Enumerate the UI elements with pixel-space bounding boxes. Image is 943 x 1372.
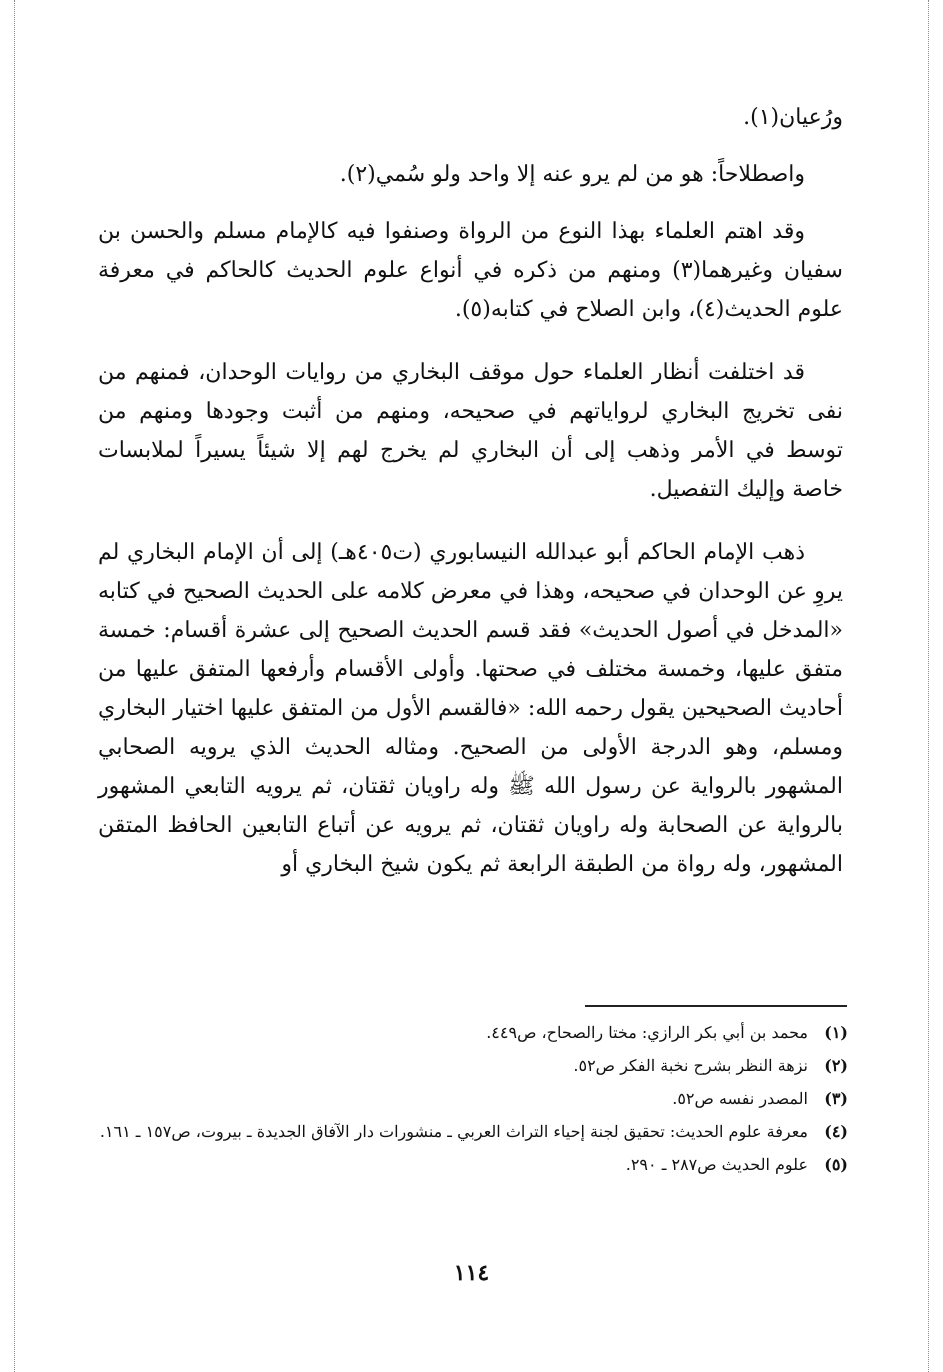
footnote-text: معرفة علوم الحديث: تحقيق لجنة إحياء التراث العربي ـ منشورات دار الآفاق الجديدة ـ بيروت، ص١٥٧ ـ ١٦١. xyxy=(99,1122,808,1141)
page-number: ١١٤ xyxy=(453,1260,490,1286)
footnote-number: (٢) xyxy=(824,1056,848,1075)
footnote-2 xyxy=(98,1051,848,1081)
paragraph-4: قد اختلفت أنظار العلماء حول موقف البخاري من روايات الوحدان، فمنهم من نفى تخريج البخاري لرواياتهم في صحيحه، ومنهم من أثبت وجودها ومنهم من توسط في الأمر وذهب إلى أن البخاري لم يخرج لهم إلا شيئاً يسيراً لملابسات خاصة وإليك التفصيل. xyxy=(98,360,843,502)
paragraph-2: واصطلاحاً: هو من لم يرو عنه إلا واحد ولو سُمي(٢). xyxy=(339,162,805,187)
paragraph-5: ذهب الإمام الحاكم أبو عبدالله النيسابوري (ت٤٠٥هـ) إلى أن الإمام البخاري لم يروِ عن الوحدان في صحيحه، وهذا في معرض كلامه على الحديث الصحيح في كتابه «المدخل في أصول الحديث» فقد قسم الحديث الصحيح إلى عشرة أقسام: خمسة متفق عليها، وخمسة مختلف في صحتها. وأولى الأقسام وأرفعها المتفق عليها من أحاديث الصحيحين يقول رحمه الله: «فالقسم الأول من المتفق عليها اختيار البخاري ومسلم، وهو الدرجة الأولى من الصحيح. ومثاله الحديث الذي يرويه الصحابي المشهور بالرواية عن رسول الله ﷺ وله راويان ثقتان، ثم يرويه التابعي المشهور بالرواية عن الصحابة وله راويان ثقتان، ثم يرويه عن أتباع التابعين الحافظ المتقن المشهور، وله رواة من الطبقة الرابعة ثم يكون شيخ البخاري أو xyxy=(98,540,843,877)
footnote-text: محمد بن أبي بكر الرازي: مختا رالصحاح، ص٤٤٩. xyxy=(486,1023,808,1042)
footnote-text: المصدر نفسه ص٥٢. xyxy=(672,1089,808,1108)
footnote-number: (٤) xyxy=(824,1122,848,1141)
footnote-4 xyxy=(98,1117,848,1147)
paragraph-3: وقد اهتم العلماء بهذا النوع من الرواة وصنفوا فيه كالإمام مسلم والحسن بن سفيان وغيرهما(٣) ومنهم من ذكره في أنواع علوم الحديث كالحاكم في معرفة علوم الحديث(٤)، وابن الصلاح في كتابه(٥). xyxy=(98,219,843,322)
footnote-number: (٥) xyxy=(824,1155,848,1174)
footnote-1 xyxy=(98,1018,848,1048)
footnote-text: علوم الحديث ص٢٨٧ ـ ٢٩٠. xyxy=(625,1155,808,1174)
footnote-number: (١) xyxy=(824,1023,848,1042)
footnotes xyxy=(98,1018,848,1183)
page-body xyxy=(98,98,843,884)
footnote-3 xyxy=(98,1084,848,1114)
scan-border-left xyxy=(14,0,15,1372)
paragraph-1: ورُعيان(١). xyxy=(743,105,843,130)
footnote-text: نزهة النظر بشرح نخبة الفكر ص٥٢. xyxy=(573,1056,808,1075)
footnote-5 xyxy=(98,1150,848,1180)
footnote-number: (٣) xyxy=(824,1089,848,1108)
scan-border-right xyxy=(928,0,929,1372)
footnote-divider xyxy=(585,1005,847,1007)
